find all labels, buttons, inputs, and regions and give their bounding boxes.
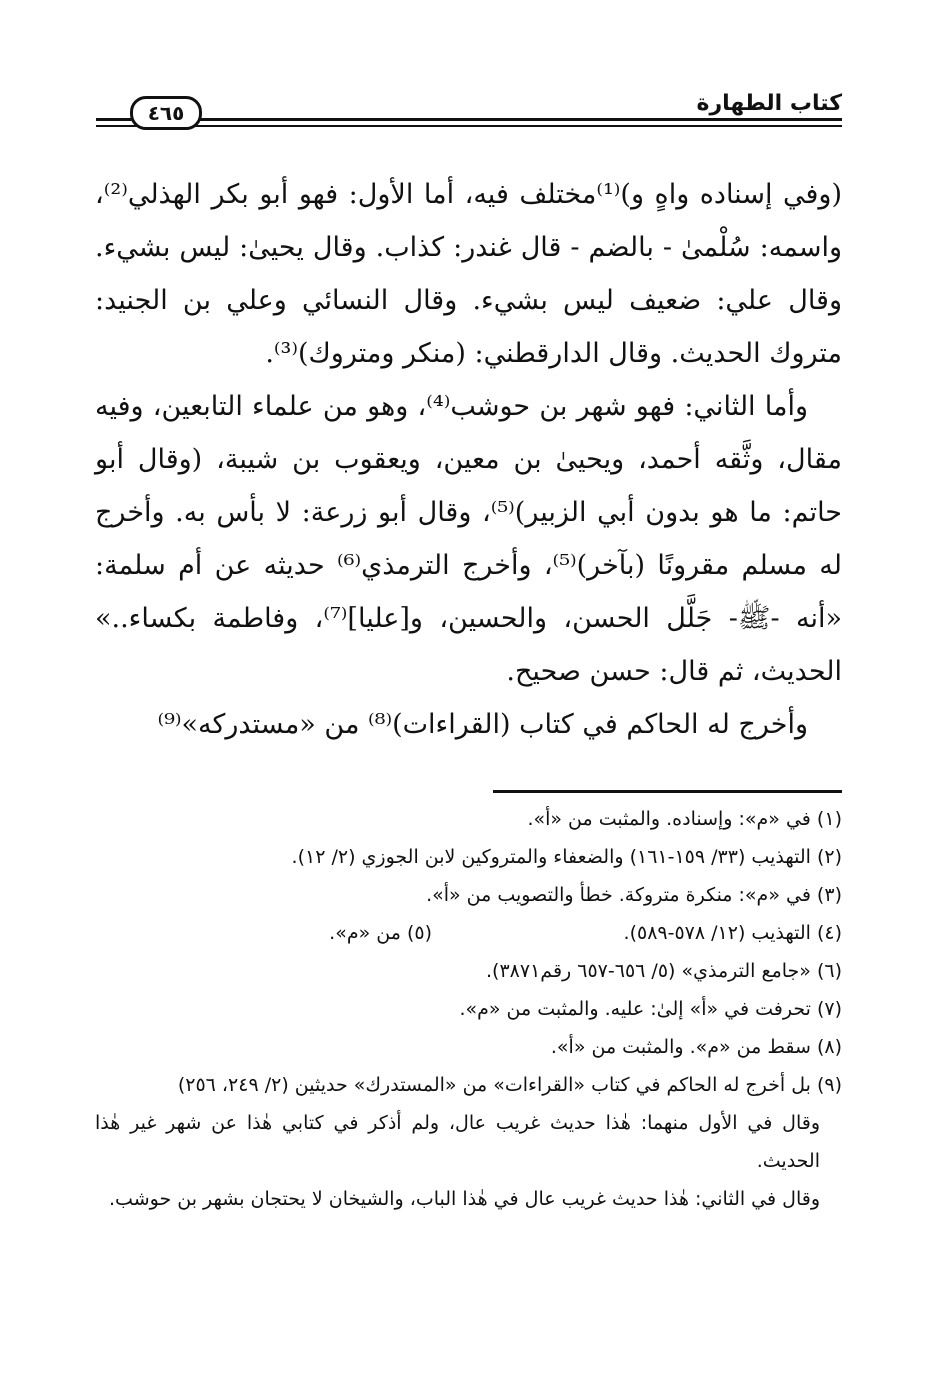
- header-rule-thin: [96, 125, 842, 127]
- footnote: (٢) التهذيب (٣٣/ ١٥٩-١٦١) والضعفاء والمتروكين لابن الجوزي (٢/ ١٢).: [291, 846, 842, 868]
- footnote-continuation: وقال في الثاني: هٰذا حديث غريب عال في هٰذا الباب، والشيخان لا يحتجان بشهر بن حوشب.: [109, 1188, 820, 1210]
- paragraph: وأخرج له الحاكم في كتاب (القراءات)⁽⁸⁾ من «مستدركه»⁽⁹⁾: [157, 709, 808, 740]
- footnote-row: [95, 914, 842, 952]
- footnote: (٩) بل أخرج له الحاكم في كتاب «القراءات» من «المستدرك» حديثين (٢/ ٢٤٩، ٢٥٦): [177, 1074, 842, 1096]
- footnote-continuation: وقال في الأول منهما: هٰذا حديث غريب عال، ولم أذكر في كتابي هٰذا عن شهر غير هٰذا الحديث.: [95, 1112, 820, 1172]
- header-rule-thick: [96, 118, 842, 121]
- main-text: [95, 168, 842, 751]
- paragraph: (وفي إسناده واهٍ و)⁽¹⁾مختلف فيه، أما الأول: فهو أبو بكر الهذلي⁽²⁾، واسمه: سُلْمىٰ - بالضم - قال غندر: كذاب. وقال يحيىٰ: ليس بشيء. وقال علي: ضعيف ليس بشيء. وقال النسائي وعلي بن الجنيد: متروك الحديث. وقال الدارقطني: (منكر ومتروك)⁽³⁾.: [95, 179, 842, 369]
- footnote: (٧) تحرفت في «أ» إلىٰ: عليه. والمثبت من «م».: [459, 998, 842, 1020]
- footnote: (٣) في «م»: منكرة متروكة. خطأ والتصويب من «أ».: [426, 884, 842, 906]
- footnote: (٦) «جامع الترمذي» (٥/ ٦٥٦-٦٥٧ رقم٣٨٧١).: [486, 960, 842, 982]
- page-header: [96, 86, 842, 136]
- footnote-separator: [493, 790, 842, 793]
- paragraph: وأما الثاني: فهو شهر بن حوشب⁽⁴⁾، وهو من علماء التابعين، وفيه مقال، وثَّقه أحمد، ويحيىٰ بن معين، ويعقوب بن شيبة، (وقال أبو حاتم: ما هو بدون أبي الزبير)⁽⁵⁾، وقال أبو زرعة: لا بأس به. وأخرج له مسلم مقرونًا (بآخر)⁽⁵⁾، وأخرج الترمذي⁽⁶⁾ حديثه عن أم سلمة: «أنه -ﷺ- جَلَّل الحسن، والحسين، و[عليا]⁽⁷⁾، وفاطمة بكساء..» الحديث، ثم قال: حسن صحيح.: [95, 391, 843, 687]
- footnote: (٥) من «م».: [329, 922, 432, 944]
- footnote: (٤) التهذيب (١٢/ ٥٧٨-٥٨٩).: [623, 922, 842, 944]
- footnotes: [95, 800, 842, 1218]
- footnote: (٨) سقط من «م». والمثبت من «أ».: [550, 1036, 842, 1058]
- page-number: ٤٦٥: [130, 96, 202, 130]
- chapter-title: كتاب الطهارة: [687, 90, 842, 118]
- footnote: (١) في «م»: وإسناده. والمثبت من «أ».: [527, 808, 842, 830]
